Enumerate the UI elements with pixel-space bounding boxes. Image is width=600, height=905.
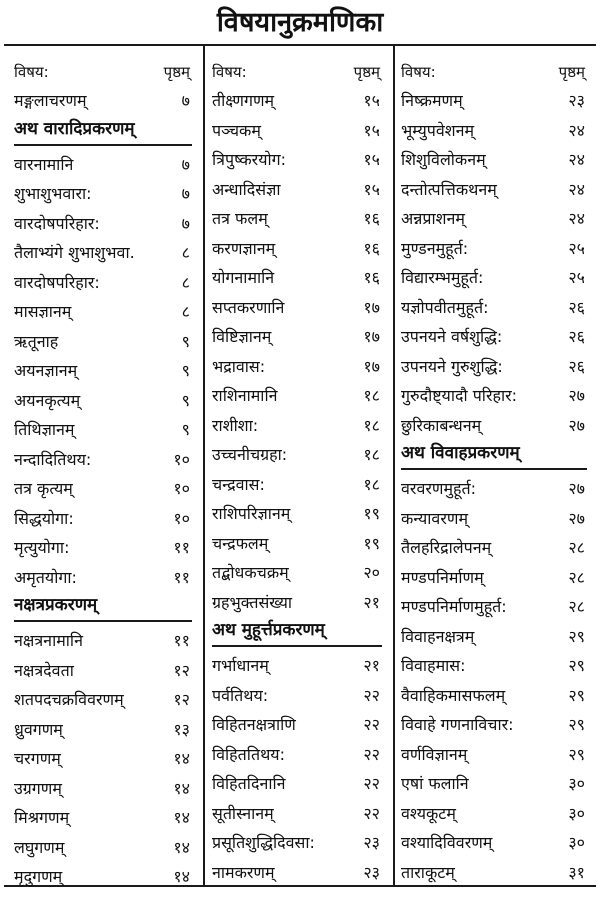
- index-entry: [14, 356, 192, 386]
- index-entry: [401, 411, 587, 441]
- entry-title: निष्क्रमणम्: [401, 91, 463, 110]
- entry-title: विहितनक्षत्राणि: [212, 715, 296, 734]
- entry-page-number: २३: [363, 833, 380, 852]
- entry-page-number: १५: [363, 91, 380, 110]
- column-header: [14, 58, 192, 86]
- entry-title: तद्बोधकचक्रम्: [212, 563, 289, 582]
- entry-title: तत्र फलम्: [212, 209, 268, 228]
- entry-page-number: २८: [568, 597, 585, 616]
- index-entry: [14, 685, 192, 715]
- entry-page-number: ९: [181, 420, 190, 439]
- entry-page-number: १८: [363, 415, 380, 435]
- entry-title: तैलहरिद्रालेपनम्: [401, 538, 492, 557]
- section-heading: [401, 440, 587, 470]
- entry-title: पञ्चकम्: [212, 120, 261, 140]
- entry-title: कन्यावरणम्: [401, 508, 469, 528]
- entry-page-number: १४: [173, 867, 190, 886]
- entry-title: राशीशा:: [212, 415, 259, 435]
- entry-page-number: २२: [363, 774, 380, 793]
- entry-title: विवाहमास:: [401, 656, 466, 675]
- index-entry: [14, 150, 192, 180]
- index-entry: [401, 145, 587, 175]
- entry-page-number: २३: [363, 862, 380, 882]
- column-header: [401, 58, 587, 86]
- entry-page-number: ७: [181, 184, 190, 203]
- entry-title: भूम्युपवेशनम्: [401, 120, 475, 140]
- header-subject-label: विषय:: [14, 63, 49, 81]
- index-entry: [212, 204, 382, 234]
- index-entry: [212, 440, 382, 470]
- index-entry: [212, 381, 382, 411]
- entry-page-number: १४: [173, 808, 190, 827]
- entry-title: वैवाहिकमासफलम्: [401, 685, 506, 705]
- entry-title: वश्यकूटम्: [401, 803, 456, 823]
- entry-title: अयनकृत्यम्: [14, 390, 81, 410]
- entry-page-number: ११: [173, 538, 190, 557]
- index-entry: [14, 86, 192, 116]
- entry-title: वरवरणमुहूर्त:: [401, 479, 477, 498]
- entry-page-number: २५: [568, 268, 585, 287]
- index-column-3: [401, 58, 587, 887]
- entry-title: लघुगणम्: [14, 837, 65, 857]
- section-title: अथ वारादिप्रकरणम्: [14, 118, 135, 139]
- entry-page-number: २०: [363, 563, 380, 582]
- entry-title: वारदोषपरिहार:: [14, 272, 100, 292]
- index-entry: [401, 322, 587, 352]
- entry-page-number: ९: [181, 331, 190, 351]
- entry-page-number: २३: [568, 91, 585, 110]
- entry-title: शुभाशुभवारा:: [14, 184, 92, 203]
- entry-page-number: २७: [568, 508, 585, 528]
- index-entry: [212, 175, 382, 205]
- index-entry: [401, 381, 587, 411]
- index-entry: [212, 769, 382, 799]
- entry-page-number: २४: [568, 179, 585, 199]
- index-entry: [212, 740, 382, 770]
- entry-title: मासज्ञानम्: [14, 302, 72, 321]
- entry-title: विवाहे गणनाविचार:: [401, 715, 514, 734]
- entry-page-number: ८: [181, 302, 190, 321]
- index-entry: [14, 715, 192, 745]
- index-entry: [14, 533, 192, 563]
- index-entry: [401, 681, 587, 711]
- index-entry: [212, 651, 382, 681]
- entry-title: शिशुविलोकनम्: [401, 150, 486, 169]
- entry-page-number: १५: [363, 179, 380, 199]
- index-entry: [401, 651, 587, 681]
- index-entry: [212, 710, 382, 740]
- entry-page-number: १६: [363, 209, 380, 228]
- entry-title: दन्तोत्पत्तिकथनम्: [401, 179, 497, 199]
- entry-title: भद्रावास:: [212, 356, 266, 376]
- index-entry: [401, 474, 587, 504]
- entry-title: चरगणम्: [14, 749, 61, 768]
- entry-page-number: १७: [363, 297, 380, 317]
- entry-page-number: २४: [568, 209, 585, 228]
- index-entry: [401, 740, 587, 770]
- entry-title: यज्ञोपवीतमुहूर्त:: [401, 297, 489, 317]
- index-entry: [401, 293, 587, 323]
- index-entry: [212, 322, 382, 352]
- entry-title: राशिनामानि: [212, 386, 278, 405]
- index-entry: [401, 563, 587, 593]
- entry-page-number: ९: [181, 390, 190, 410]
- header-subject-label: विषय:: [401, 63, 436, 81]
- entry-title: मृत्युयोगा:: [14, 538, 70, 557]
- entry-page-number: १२: [173, 690, 190, 709]
- entry-page-number: २९: [568, 744, 585, 764]
- index-entry: [14, 862, 192, 892]
- entry-title: अमृतयोगा:: [14, 567, 77, 587]
- entry-page-number: ९: [181, 361, 190, 380]
- entry-page-number: २९: [568, 685, 585, 705]
- entry-page-number: १७: [363, 327, 380, 346]
- index-entry: [401, 116, 587, 146]
- entry-page-number: २६: [568, 356, 585, 376]
- index-entry: [212, 352, 382, 382]
- entry-page-number: २४: [568, 120, 585, 140]
- index-entry: [212, 116, 382, 146]
- index-entry: [212, 588, 382, 618]
- entry-page-number: १८: [363, 474, 380, 494]
- index-entry: [401, 86, 587, 116]
- entry-title: राशिपरिज्ञानम्: [212, 504, 291, 523]
- index-entry: [14, 415, 192, 445]
- entry-title: पर्वतिथय:: [212, 685, 269, 705]
- index-entry: [14, 563, 192, 593]
- index-entry: [401, 204, 587, 234]
- entry-page-number: १४: [173, 837, 190, 857]
- index-entry: [401, 352, 587, 382]
- entry-page-number: २८: [568, 567, 585, 587]
- index-entry: [401, 858, 587, 888]
- entry-page-number: ७: [181, 91, 190, 110]
- entry-title: उच्चनीचग्रहा:: [212, 445, 288, 464]
- index-column-2: [212, 58, 382, 887]
- entry-title: नन्दादितिथय:: [14, 449, 92, 469]
- entry-page-number: ३०: [568, 833, 585, 852]
- index-entry: [14, 268, 192, 298]
- section-title: अथ विवाहप्रकरणम्: [401, 443, 520, 464]
- index-entry: [401, 263, 587, 293]
- index-entry: [14, 504, 192, 534]
- entry-page-number: ८: [181, 272, 190, 292]
- entry-title: विहितदिनानि: [212, 774, 286, 793]
- entry-title: नामकरणम्: [212, 862, 275, 882]
- entry-title: वारनामानि: [14, 154, 74, 174]
- entry-title: प्रसूतिशुद्धिदिवसा:: [212, 833, 315, 852]
- index-entry: [14, 744, 192, 774]
- index-entry: [14, 833, 192, 863]
- entry-title: उग्रगणम्: [14, 778, 62, 798]
- entry-title: मण्डपनिर्माणमुहूर्त:: [401, 597, 507, 616]
- index-entry: [14, 386, 192, 416]
- entry-page-number: ३०: [568, 803, 585, 823]
- section-title: नक्षत्रप्रकरणम्: [14, 595, 98, 616]
- entry-title: वारदोषपरिहार:: [14, 213, 100, 233]
- entry-title: उपनयने गुरुशुद्धि:: [401, 356, 503, 376]
- index-entry: [212, 234, 382, 264]
- index-entry: [14, 803, 192, 833]
- entry-page-number: ११: [173, 567, 190, 587]
- index-entry: [212, 558, 382, 588]
- entry-title: ताराकूटम्: [401, 862, 455, 882]
- entry-title: तीक्ष्णगणम्: [212, 91, 275, 110]
- section-heading: [14, 116, 192, 146]
- entry-page-number: ३०: [568, 774, 585, 793]
- entry-page-number: १८: [363, 386, 380, 405]
- entry-title: शतपदचक्रविवरणम्: [14, 690, 124, 709]
- index-entry: [401, 175, 587, 205]
- entry-page-number: २९: [568, 626, 585, 646]
- index-entry: [212, 293, 382, 323]
- entry-page-number: २९: [568, 715, 585, 734]
- index-entry: [212, 858, 382, 888]
- index-entry: [401, 504, 587, 534]
- index-entry: [14, 327, 192, 357]
- entry-page-number: २२: [363, 803, 380, 823]
- index-entry: [212, 86, 382, 116]
- entry-title: गर्भाधानम्: [212, 656, 269, 675]
- column-header: [212, 58, 382, 86]
- entry-title: त्रिपुष्करयोग:: [212, 150, 287, 169]
- entry-page-number: १६: [363, 238, 380, 258]
- entry-title: ध्रुवगणम्: [14, 719, 63, 739]
- entry-title: छुरिकाबन्धनम्: [401, 415, 482, 435]
- index-entry: [14, 209, 192, 239]
- entry-page-number: २७: [568, 479, 585, 498]
- entry-page-number: १०: [173, 479, 190, 498]
- entry-page-number: १७: [363, 356, 380, 376]
- entry-title: तैलाभ्यंगे शुभाशुभवा.: [14, 243, 135, 262]
- entry-page-number: १३: [173, 719, 190, 739]
- entry-title: अयनज्ञानम्: [14, 361, 78, 380]
- entry-title: मुण्डनमुहूर्त:: [401, 238, 469, 258]
- entry-page-number: १४: [173, 749, 190, 768]
- entry-title: मृदुगणम्: [14, 867, 63, 886]
- index-entry: [14, 445, 192, 475]
- index-entry: [14, 474, 192, 504]
- index-entry: [401, 234, 587, 264]
- header-page-label: पृष्ठम्: [558, 63, 585, 81]
- entry-title: वर्णविज्ञानम्: [401, 744, 468, 764]
- entry-page-number: २७: [568, 386, 585, 405]
- entry-title: सूतीस्नानम्: [212, 803, 274, 823]
- entry-title: नक्षत्रनामानि: [14, 631, 83, 650]
- entry-page-number: २२: [363, 744, 380, 764]
- entry-title: विहिततिथय:: [212, 744, 285, 764]
- entry-page-number: ३१: [568, 862, 585, 882]
- entry-page-number: १४: [173, 778, 190, 798]
- index-entry: [212, 499, 382, 529]
- entry-title: तत्र कृत्यम्: [14, 479, 73, 498]
- entry-title: ग्रहभुक्तसंख्या: [212, 592, 293, 612]
- entry-page-number: १५: [363, 150, 380, 169]
- entry-page-number: ७: [181, 154, 190, 174]
- index-entry: [14, 774, 192, 804]
- entry-page-number: १५: [363, 120, 380, 140]
- index-entry: [401, 533, 587, 563]
- index-entry: [212, 263, 382, 293]
- column-divider-2: [393, 46, 395, 885]
- entry-page-number: २२: [363, 715, 380, 734]
- entry-page-number: २१: [363, 656, 380, 675]
- entry-title: सिद्धयोगा:: [14, 508, 74, 528]
- entry-title: चन्द्रफलम्: [212, 533, 269, 553]
- index-entry: [14, 656, 192, 686]
- entry-page-number: १८: [363, 445, 380, 464]
- entry-page-number: २९: [568, 656, 585, 675]
- entry-title: मिश्रगणम्: [14, 808, 70, 827]
- entry-title: करणज्ञानम्: [212, 238, 276, 258]
- entry-title: तिथिज्ञानम्: [14, 420, 75, 439]
- index-entry: [212, 799, 382, 829]
- index-entry: [212, 470, 382, 500]
- entry-page-number: १६: [363, 268, 380, 287]
- entry-title: एषां फलानि: [401, 774, 469, 793]
- entry-title: विष्टिज्ञानम्: [212, 327, 272, 346]
- column-divider-1: [203, 46, 205, 885]
- entry-page-number: २७: [568, 415, 585, 435]
- entry-title: विद्यारम्भमुहूर्त:: [401, 268, 484, 287]
- entry-page-number: २४: [568, 150, 585, 169]
- header-subject-label: विषय:: [212, 63, 247, 81]
- index-entry: [401, 799, 587, 829]
- index-entry: [212, 529, 382, 559]
- entry-title: अन्धादिसंज्ञा: [212, 179, 281, 199]
- index-entry: [14, 297, 192, 327]
- index-entry: [401, 592, 587, 622]
- entry-title: मङ्गलाचरणम्: [14, 91, 87, 110]
- entry-title: सप्तकरणानि: [212, 297, 285, 317]
- index-entry: [212, 145, 382, 175]
- entry-title: अन्नप्राशनम्: [401, 209, 465, 228]
- section-title: अथ मुहूर्त्तप्रकरणम्: [212, 620, 325, 641]
- entry-page-number: २५: [568, 238, 585, 258]
- entry-page-number: २८: [568, 538, 585, 557]
- section-heading: [212, 617, 382, 647]
- entry-page-number: १०: [173, 449, 190, 469]
- index-entry: [212, 411, 382, 441]
- entry-page-number: १९: [363, 504, 380, 523]
- header-page-label: पृष्ठम्: [163, 63, 190, 81]
- entry-page-number: २१: [363, 592, 380, 612]
- index-entry: [14, 626, 192, 656]
- entry-title: नक्षत्रदेवता: [14, 660, 74, 680]
- entry-title: मण्डपनिर्माणम्: [401, 567, 484, 587]
- entry-page-number: २२: [363, 685, 380, 705]
- entry-page-number: ७: [181, 213, 190, 233]
- entry-title: ऋतूनाह: [14, 331, 59, 351]
- entry-title: विवाहनक्षत्रम्: [401, 626, 475, 646]
- entry-title: योगनामानि: [212, 268, 275, 287]
- index-entry: [14, 179, 192, 209]
- entry-page-number: ८: [181, 243, 190, 262]
- index-column-1: [14, 58, 192, 892]
- index-entry: [212, 828, 382, 858]
- entry-page-number: ११: [173, 631, 190, 650]
- page-title: विषयानुक्रमणिका: [216, 7, 384, 38]
- entry-page-number: १०: [173, 508, 190, 528]
- header-page-label: पृष्ठम्: [353, 63, 380, 81]
- title-rule: [4, 44, 596, 46]
- index-entry: [401, 769, 587, 799]
- index-entry: [14, 238, 192, 268]
- entry-page-number: १२: [173, 660, 190, 680]
- entry-page-number: २६: [568, 297, 585, 317]
- index-entry: [401, 828, 587, 858]
- entry-page-number: २६: [568, 327, 585, 346]
- entry-title: चन्द्रवास:: [212, 474, 265, 494]
- entry-page-number: १९: [363, 533, 380, 553]
- entry-title: उपनयने वर्षशुद्धि:: [401, 327, 503, 346]
- index-entry: [401, 622, 587, 652]
- entry-title: गुरुदौष्ट्यादौ परिहार:: [401, 386, 518, 405]
- section-heading: [14, 592, 192, 622]
- entry-title: वश्यादिविवरणम्: [401, 833, 493, 852]
- index-entry: [401, 710, 587, 740]
- index-entry: [212, 681, 382, 711]
